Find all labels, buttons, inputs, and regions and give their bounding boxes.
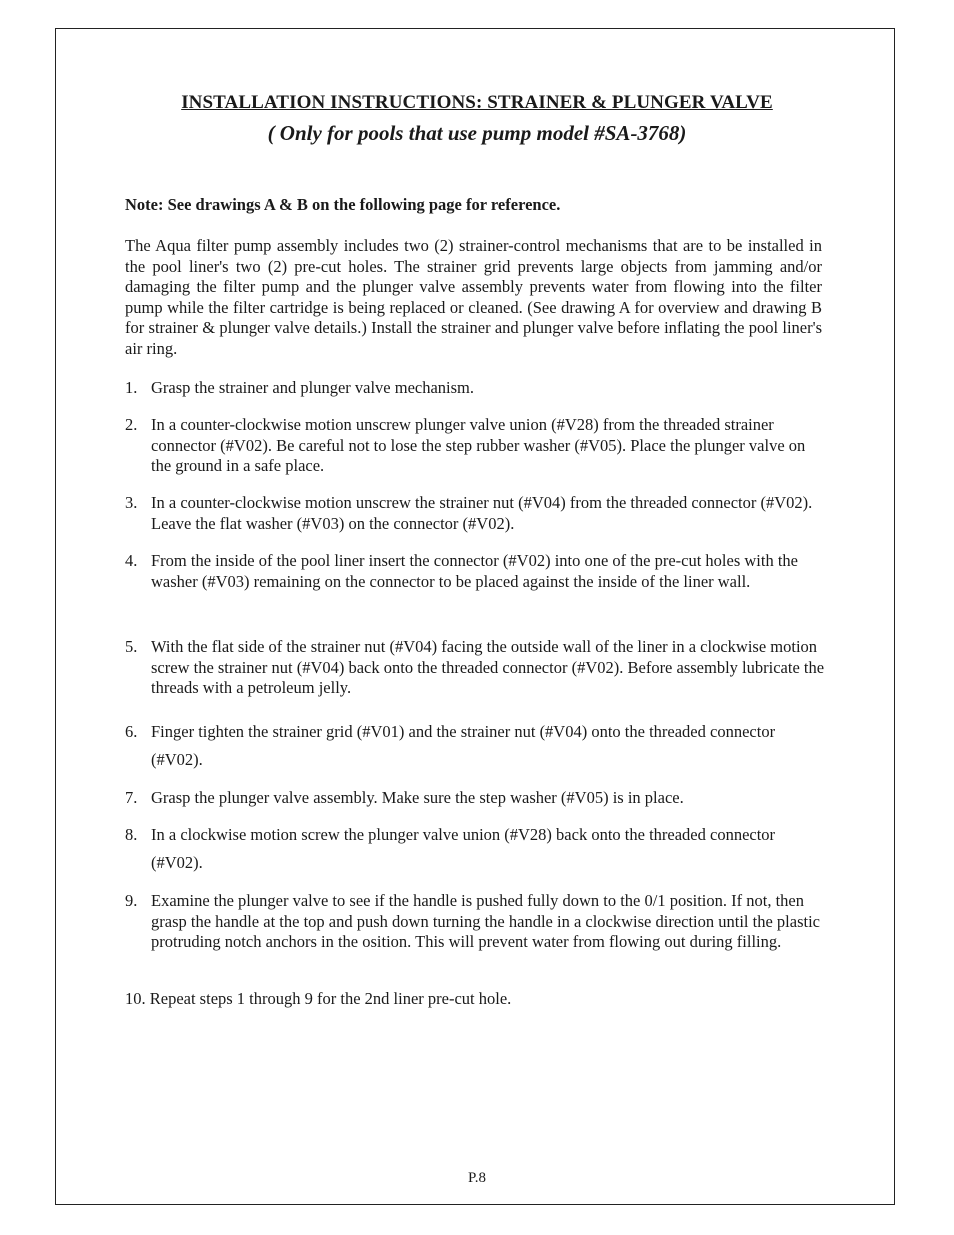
page-number: P.8 bbox=[468, 1170, 486, 1186]
step-item bbox=[125, 989, 825, 1010]
page-title: INSTALLATION INSTRUCTIONS: STRAINER & PLUNGER VALVE bbox=[181, 92, 773, 113]
step-text-body: Repeat steps 1 through 9 for the 2nd liner pre-cut hole. bbox=[149, 989, 512, 1008]
step-number: 5. bbox=[125, 637, 138, 656]
step-item bbox=[125, 415, 825, 477]
step-text: In a counter-clockwise motion unscrew plunger valve union (#V28) from the threaded strainer connector (#V02). Be careful not to lose the step rubber washer (#V05). Place the plunger valve on the ground in a safe place. bbox=[151, 415, 806, 475]
page-subtitle: ( Only for pools that use pump model #SA-3768) bbox=[267, 121, 687, 145]
step-text bbox=[125, 989, 825, 1010]
step-text: Finger tighten the strainer grid (#V01) and the strainer nut (#V04) onto the threaded connector (#V02). bbox=[151, 722, 776, 769]
reference-note: Note: See drawings A & B on the following page for reference. bbox=[125, 195, 561, 214]
step-number: 4. bbox=[125, 551, 138, 570]
step-item bbox=[125, 718, 825, 774]
step-item bbox=[125, 378, 825, 399]
step-text: Examine the plunger valve to see if the handle is pushed fully down to the 0/1 position. If not, then grasp the handle at the top and push down turning the handle in a clockwise direction until the plastic protruding notch anchors in the osition. This will prevent water from flowing out during filling. bbox=[151, 891, 820, 951]
step-number: 6. bbox=[125, 722, 138, 741]
step-number: 3. bbox=[125, 493, 138, 512]
step-number: 8. bbox=[125, 825, 138, 844]
step-item bbox=[125, 891, 825, 953]
step-text: Grasp the strainer and plunger valve mechanism. bbox=[151, 378, 475, 397]
step-item bbox=[125, 551, 825, 592]
step-number: 9. bbox=[125, 891, 138, 910]
step-item bbox=[125, 637, 825, 699]
step-item bbox=[125, 821, 825, 877]
step-number: 1. bbox=[125, 378, 138, 397]
step-text: From the inside of the pool liner insert the connector (#V02) into one of the pre-cut holes with the washer (#V03) remaining on the connector to be placed against the inside of the liner wall. bbox=[151, 551, 799, 591]
step-text: In a counter-clockwise motion unscrew the strainer nut (#V04) from the threaded connector (#V02). Leave the flat washer (#V03) on the connector (#V02). bbox=[151, 493, 813, 533]
step-number: 2. bbox=[125, 415, 138, 434]
step-item bbox=[125, 788, 825, 809]
step-item bbox=[125, 493, 825, 534]
step-number: 10. bbox=[125, 989, 146, 1008]
step-number: 7. bbox=[125, 788, 138, 807]
step-text: In a clockwise motion screw the plunger valve union (#V28) back onto the threaded connector (#V02). bbox=[151, 825, 776, 872]
step-text: Grasp the plunger valve assembly. Make sure the step washer (#V05) is in place. bbox=[151, 788, 684, 807]
intro-paragraph: The Aqua filter pump assembly includes two (2) strainer-control mechanisms that are to be installed in the pool liner's two (2) pre-cut holes. The strainer grid prevents large objects from jamming and/or damaging the filter pump and the plunger valve assembly prevents water from flowing into the filter pump while the filter cartridge is being replaced or cleaned. (See drawing A for overview and drawing B for strainer & plunger valve details.) Install the strainer and plunger valve before inflating the pool liner's air ring. bbox=[125, 236, 822, 358]
step-text: With the flat side of the strainer nut (#V04) facing the outside wall of the liner in a clockwise motion screw the strainer nut (#V04) back onto the threaded connector (#V02). Before assembly lubricate the threads with a petroleum jelly. bbox=[151, 637, 825, 697]
